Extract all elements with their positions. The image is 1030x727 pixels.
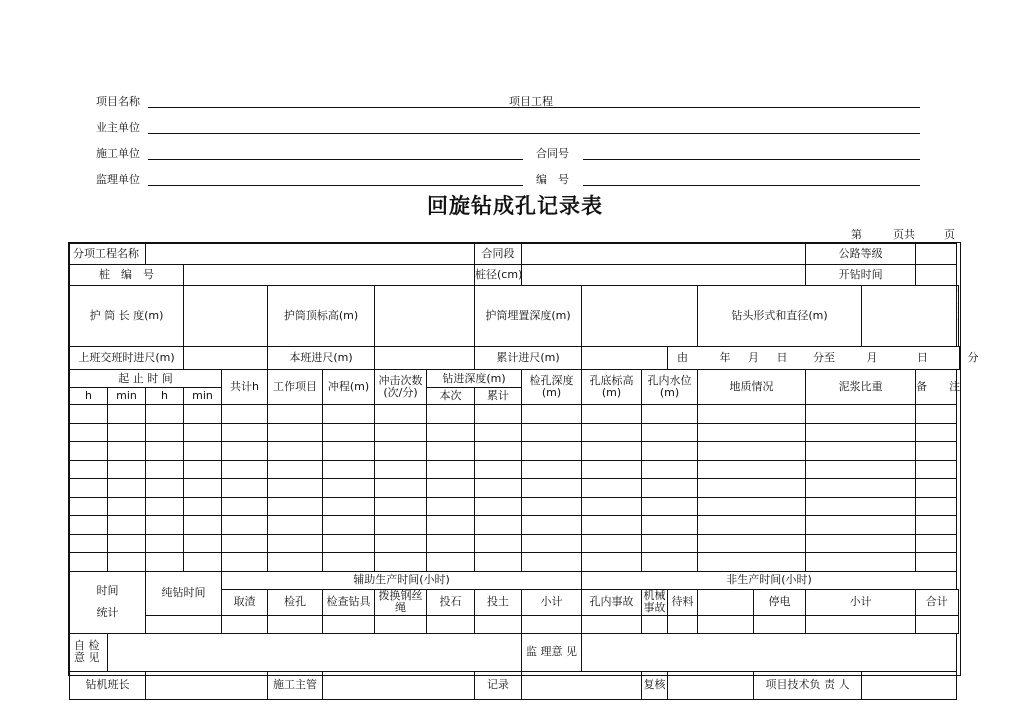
page-label-di: 第 <box>851 228 862 241</box>
subtotal2-field[interactable] <box>806 615 916 633</box>
time-stats-label <box>70 571 146 633</box>
data-cell[interactable] <box>642 497 698 516</box>
total-h-label: 共计h <box>222 370 268 405</box>
data-row <box>70 405 960 424</box>
data-cell[interactable] <box>108 460 146 479</box>
data-cell[interactable] <box>323 553 375 572</box>
data-cell[interactable] <box>475 534 522 553</box>
data-cell[interactable] <box>375 553 427 572</box>
data-cell[interactable] <box>698 423 806 442</box>
data-cell[interactable] <box>582 423 642 442</box>
data-cell[interactable] <box>323 442 375 461</box>
geology-label: 地质情况 <box>698 370 806 405</box>
data-cell[interactable] <box>184 460 222 479</box>
data-rows <box>70 405 960 572</box>
data-cell[interactable] <box>184 423 222 442</box>
data-cell[interactable] <box>70 553 108 572</box>
data-cell[interactable] <box>698 534 806 553</box>
data-cell[interactable] <box>375 442 427 461</box>
data-row <box>70 534 960 553</box>
data-cell[interactable] <box>806 497 916 516</box>
data-cell[interactable] <box>146 497 184 516</box>
data-cell[interactable] <box>268 460 323 479</box>
mud-density-label: 泥浆比重 <box>806 370 916 405</box>
data-cell[interactable] <box>184 497 222 516</box>
data-cell[interactable] <box>70 460 108 479</box>
bit-type-field[interactable] <box>862 286 957 347</box>
data-cell[interactable] <box>184 553 222 572</box>
data-cell[interactable] <box>522 479 582 498</box>
data-cell[interactable] <box>806 442 916 461</box>
data-cell[interactable] <box>582 479 642 498</box>
data-cell[interactable] <box>184 516 222 535</box>
cumulative-footage-label: 累计进尺(m) <box>475 347 582 370</box>
time-nian: 年 <box>719 351 731 364</box>
this-shift-footage-field[interactable] <box>375 347 475 370</box>
data-cell[interactable] <box>698 497 806 516</box>
data-cell[interactable] <box>916 460 957 479</box>
data-cell[interactable] <box>427 497 475 516</box>
data-cell[interactable] <box>916 516 957 535</box>
casing-top-elev-label: 护筒顶标高(m) <box>268 286 375 347</box>
data-cell[interactable] <box>806 479 916 498</box>
data-cell[interactable] <box>184 405 222 424</box>
pile-diameter-field[interactable] <box>522 265 806 286</box>
wait-extra-field[interactable] <box>698 615 754 633</box>
tech-lead-field[interactable] <box>862 671 957 699</box>
data-cell[interactable] <box>522 516 582 535</box>
reviewer-field[interactable] <box>668 671 754 699</box>
check-tool-label: 检查钻具 <box>323 589 375 615</box>
form-title: 回旋钻成孔记录表 <box>427 194 603 218</box>
recorder-label: 记录 <box>475 671 522 699</box>
data-cell[interactable] <box>70 479 108 498</box>
time-yue: 月 <box>748 351 760 364</box>
prev-shift-footage-field[interactable] <box>184 347 268 370</box>
data-cell[interactable] <box>108 405 146 424</box>
data-cell[interactable] <box>323 460 375 479</box>
data-cell[interactable] <box>146 460 184 479</box>
data-cell[interactable] <box>222 497 268 516</box>
time-ri2: 日 <box>917 351 929 364</box>
data-cell[interactable] <box>375 497 427 516</box>
data-cell[interactable] <box>522 460 582 479</box>
wait-material-field-2[interactable] <box>668 615 698 633</box>
data-cell[interactable] <box>427 479 475 498</box>
crew-leader-field[interactable] <box>146 671 268 699</box>
data-cell[interactable] <box>108 442 146 461</box>
serial-label: 编 号 <box>536 173 569 186</box>
data-cell[interactable] <box>806 405 916 424</box>
data-cell[interactable] <box>375 423 427 442</box>
data-cell[interactable] <box>522 497 582 516</box>
sub-project-label: 分项工程名称 <box>70 244 146 265</box>
data-cell[interactable] <box>582 553 642 572</box>
hole-check-depth-label: 检孔深度(m) <box>522 370 582 405</box>
data-cell[interactable] <box>70 423 108 442</box>
throw-stone-label: 投石 <box>427 589 475 615</box>
throw-soil-label: 投土 <box>475 589 522 615</box>
cumulative-label: 累计 <box>475 388 522 405</box>
data-cell[interactable] <box>698 442 806 461</box>
remarks-label: 备 注 <box>916 370 957 405</box>
page-label-ye: 页 <box>944 228 955 241</box>
data-row <box>70 460 960 479</box>
data-cell[interactable] <box>70 497 108 516</box>
non-prod-time-label: 非生产时间(小时) <box>582 571 957 589</box>
pile-no-label: 桩 编 号 <box>70 265 184 286</box>
data-cell[interactable] <box>522 405 582 424</box>
data-cell[interactable] <box>698 516 806 535</box>
data-cell[interactable] <box>582 516 642 535</box>
data-cell[interactable] <box>916 423 957 442</box>
stroke-label: 冲程(m) <box>323 370 375 405</box>
data-cell[interactable] <box>222 534 268 553</box>
data-cell[interactable] <box>522 553 582 572</box>
impact-count-label: 冲击次数(次/分) <box>375 370 427 405</box>
data-cell[interactable] <box>475 497 522 516</box>
cumulative-footage-field[interactable] <box>582 347 668 370</box>
supervisor-field[interactable] <box>148 171 523 186</box>
data-cell[interactable] <box>806 460 916 479</box>
work-item-label: 工作项目 <box>268 370 323 405</box>
power-off-label: 停电 <box>754 589 806 615</box>
data-cell[interactable] <box>806 423 916 442</box>
data-cell[interactable] <box>70 405 108 424</box>
data-cell[interactable] <box>146 423 184 442</box>
data-cell[interactable] <box>146 516 184 535</box>
data-cell[interactable] <box>427 423 475 442</box>
data-row <box>70 553 960 572</box>
data-cell[interactable] <box>522 423 582 442</box>
data-cell[interactable] <box>184 479 222 498</box>
data-cell[interactable] <box>475 516 522 535</box>
serial-field[interactable] <box>583 171 920 186</box>
data-cell[interactable] <box>222 553 268 572</box>
data-cell[interactable] <box>146 442 184 461</box>
data-cell[interactable] <box>108 479 146 498</box>
data-cell[interactable] <box>475 553 522 572</box>
data-cell[interactable] <box>916 497 957 516</box>
data-cell[interactable] <box>698 405 806 424</box>
data-cell[interactable] <box>427 460 475 479</box>
change-rope-label: 拨换钢丝绳 <box>375 589 427 615</box>
change-rope-field[interactable] <box>375 615 427 633</box>
subtotal-label: 小计 <box>522 589 582 615</box>
data-cell[interactable] <box>475 479 522 498</box>
project-name-label: 项目名称 <box>96 95 140 108</box>
data-cell[interactable] <box>642 479 698 498</box>
wait-material-field[interactable] <box>698 589 754 615</box>
pile-diameter-label: 桩径(cm) <box>475 265 522 286</box>
data-cell[interactable] <box>222 479 268 498</box>
row-signatures <box>70 671 960 699</box>
data-cell[interactable] <box>427 553 475 572</box>
data-row <box>70 442 960 461</box>
data-cell[interactable] <box>806 553 916 572</box>
data-cell[interactable] <box>475 423 522 442</box>
row-1 <box>70 244 960 265</box>
start-time-field[interactable] <box>916 265 957 286</box>
time-stats-label-1: 时间 <box>96 584 119 597</box>
data-cell[interactable] <box>375 479 427 498</box>
row-3 <box>70 286 960 347</box>
supervision-field[interactable] <box>582 633 957 671</box>
throw-stone-field[interactable] <box>427 615 475 633</box>
data-cell[interactable] <box>375 534 427 553</box>
owner-field[interactable] <box>148 119 920 134</box>
data-cell[interactable] <box>268 553 323 572</box>
aux-time-label: 辅助生产时间(小时) <box>222 571 582 589</box>
page-label-ye-gong: 页共 <box>893 228 915 241</box>
data-cell[interactable] <box>475 442 522 461</box>
reviewer-label: 复核 <box>642 671 668 699</box>
data-cell[interactable] <box>108 516 146 535</box>
data-cell[interactable] <box>222 516 268 535</box>
machine-accident-field[interactable] <box>642 615 668 633</box>
casing-length-label: 护 筒 长 度(m) <box>70 286 184 347</box>
data-cell[interactable] <box>146 405 184 424</box>
casing-top-elev-field[interactable] <box>375 286 475 347</box>
data-row <box>70 423 960 442</box>
data-cell[interactable] <box>916 405 957 424</box>
min1-label: min <box>108 388 146 405</box>
data-cell[interactable] <box>375 460 427 479</box>
data-cell[interactable] <box>70 534 108 553</box>
data-cell[interactable] <box>582 442 642 461</box>
sub-project-field[interactable] <box>146 244 475 265</box>
bit-weight-label <box>957 286 958 347</box>
contract-no-field[interactable] <box>583 145 920 160</box>
row-opinions <box>70 633 960 671</box>
data-cell[interactable] <box>222 405 268 424</box>
data-cell[interactable] <box>146 534 184 553</box>
data-cell[interactable] <box>582 497 642 516</box>
h2-label: h <box>146 388 184 405</box>
data-cell[interactable] <box>375 516 427 535</box>
subtotal-field[interactable] <box>522 615 582 633</box>
throw-soil-field[interactable] <box>475 615 522 633</box>
data-cell[interactable] <box>375 405 427 424</box>
check-hole-label: 检孔 <box>268 589 323 615</box>
crew-leader-label: 钻机班长 <box>70 671 146 699</box>
data-cell[interactable] <box>323 497 375 516</box>
data-cell[interactable] <box>916 553 957 572</box>
data-cell[interactable] <box>323 516 375 535</box>
data-cell[interactable] <box>323 423 375 442</box>
contract-section-field[interactable] <box>522 244 806 265</box>
min2-label: min <box>184 388 222 405</box>
data-cell[interactable] <box>146 553 184 572</box>
data-cell[interactable] <box>268 479 323 498</box>
data-cell[interactable] <box>323 405 375 424</box>
data-cell[interactable] <box>222 423 268 442</box>
this-shift-footage-label: 本班进尺(m) <box>268 347 375 370</box>
data-cell[interactable] <box>916 534 957 553</box>
contract-section-label: 合同段 <box>475 244 522 265</box>
casing-depth-label: 护筒埋置深度(m) <box>475 286 582 347</box>
data-cell[interactable] <box>642 534 698 553</box>
data-cell[interactable] <box>642 460 698 479</box>
data-cell[interactable] <box>642 553 698 572</box>
row-stats-3 <box>70 615 960 633</box>
data-cell[interactable] <box>222 460 268 479</box>
data-cell[interactable] <box>522 534 582 553</box>
data-cell[interactable] <box>427 442 475 461</box>
contract-no-label: 合同号 <box>536 147 569 160</box>
time-stats-label-2: 统计 <box>96 606 119 619</box>
data-cell[interactable] <box>642 516 698 535</box>
row-stats-1 <box>70 571 960 589</box>
data-cell[interactable] <box>70 442 108 461</box>
start-time-label: 开钻时间 <box>806 265 916 286</box>
data-cell[interactable] <box>222 442 268 461</box>
data-cell[interactable] <box>427 516 475 535</box>
data-cell[interactable] <box>184 534 222 553</box>
machine-accident-label: 机械事故 <box>643 589 666 614</box>
remove-slag-label: 取渣 <box>222 589 268 615</box>
power-off-field[interactable] <box>754 615 806 633</box>
data-cell[interactable] <box>427 405 475 424</box>
road-grade-label: 公路等级 <box>806 244 916 265</box>
site-manager-label: 施工主管 <box>268 671 323 699</box>
data-cell[interactable] <box>698 479 806 498</box>
bit-type-label: 钻头形式和直径(m) <box>698 286 862 347</box>
time-fen-zhi: 分至 <box>813 351 836 364</box>
time-range-cell[interactable] <box>668 347 979 370</box>
data-cell[interactable] <box>108 423 146 442</box>
data-cell[interactable] <box>806 516 916 535</box>
data-cell[interactable] <box>582 460 642 479</box>
drill-depth-label: 钻进深度(m) <box>427 370 522 388</box>
data-cell[interactable] <box>323 534 375 553</box>
data-cell[interactable] <box>522 442 582 461</box>
recorder-field[interactable] <box>522 671 642 699</box>
subtotal2-label: 小计 <box>806 589 916 615</box>
contractor-label: 施工单位 <box>96 147 140 160</box>
data-cell[interactable] <box>427 534 475 553</box>
hole-accident-field[interactable] <box>582 615 642 633</box>
pure-drill-time-field[interactable] <box>146 615 222 633</box>
total-field[interactable] <box>916 615 958 633</box>
wait-material-label: 待料 <box>668 589 698 615</box>
data-row <box>70 516 960 535</box>
prev-shift-footage-label: 上班交班时进尺(m) <box>70 347 184 370</box>
project-name-value: 项目工程 <box>509 95 553 108</box>
data-cell[interactable] <box>806 534 916 553</box>
data-cell[interactable] <box>475 460 522 479</box>
data-cell[interactable] <box>268 534 323 553</box>
hole-water-level-label: 孔内水位(m) <box>642 370 698 405</box>
data-cell[interactable] <box>642 423 698 442</box>
data-row <box>70 497 960 516</box>
this-time-label: 本次 <box>427 388 475 405</box>
site-manager-field[interactable] <box>323 671 475 699</box>
casing-length-field[interactable] <box>184 286 268 347</box>
data-cell[interactable] <box>268 405 323 424</box>
data-cell[interactable] <box>323 479 375 498</box>
start-stop-time-label: 起 止 时 间 <box>70 370 222 388</box>
record-table <box>69 243 979 700</box>
hole-bottom-elev-label: 孔底标高(m) <box>582 370 642 405</box>
data-cell[interactable] <box>108 553 146 572</box>
time-fen: 分 <box>967 351 979 364</box>
data-cell[interactable] <box>268 423 323 442</box>
supervisor-label: 监理单位 <box>96 173 140 186</box>
owner-label: 业主单位 <box>96 121 140 134</box>
pile-no-field[interactable] <box>184 265 475 286</box>
tech-lead-label: 项目技术负 责 人 <box>754 671 862 699</box>
row-4 <box>70 347 960 370</box>
self-check-label: 自 检意 见 <box>70 633 108 671</box>
data-cell[interactable] <box>916 479 957 498</box>
supervision-label: 监 理意 见 <box>522 633 582 671</box>
time-yue2: 月 <box>866 351 878 364</box>
data-cell[interactable] <box>268 442 323 461</box>
row-2 <box>70 265 960 286</box>
data-cell[interactable] <box>582 534 642 553</box>
data-cell[interactable] <box>475 405 522 424</box>
data-cell[interactable] <box>146 479 184 498</box>
row-5a <box>70 370 960 388</box>
time-you: 由 <box>677 351 689 364</box>
data-row <box>70 479 960 498</box>
remove-slag-field[interactable] <box>222 615 268 633</box>
check-tool-field[interactable] <box>323 615 375 633</box>
data-cell[interactable] <box>698 553 806 572</box>
contractor-field[interactable] <box>148 145 523 160</box>
road-grade-field[interactable] <box>916 244 957 265</box>
casing-depth-field[interactable] <box>582 286 698 347</box>
self-check-field[interactable] <box>108 633 522 671</box>
data-cell[interactable] <box>108 497 146 516</box>
h1-label: h <box>70 388 108 405</box>
data-cell[interactable] <box>916 442 957 461</box>
data-cell[interactable] <box>108 534 146 553</box>
time-ri: 日 <box>776 351 788 364</box>
data-cell[interactable] <box>698 460 806 479</box>
pure-drill-time-label: 纯钻时间 <box>146 571 222 615</box>
data-cell[interactable] <box>70 516 108 535</box>
total-label: 合计 <box>916 589 958 615</box>
hole-accident-label: 孔内事故 <box>582 589 642 615</box>
data-cell[interactable] <box>642 405 698 424</box>
check-hole-field[interactable] <box>268 615 323 633</box>
data-cell[interactable] <box>582 405 642 424</box>
data-cell[interactable] <box>268 497 323 516</box>
data-cell[interactable] <box>184 442 222 461</box>
data-cell[interactable] <box>642 442 698 461</box>
data-cell[interactable] <box>268 516 323 535</box>
